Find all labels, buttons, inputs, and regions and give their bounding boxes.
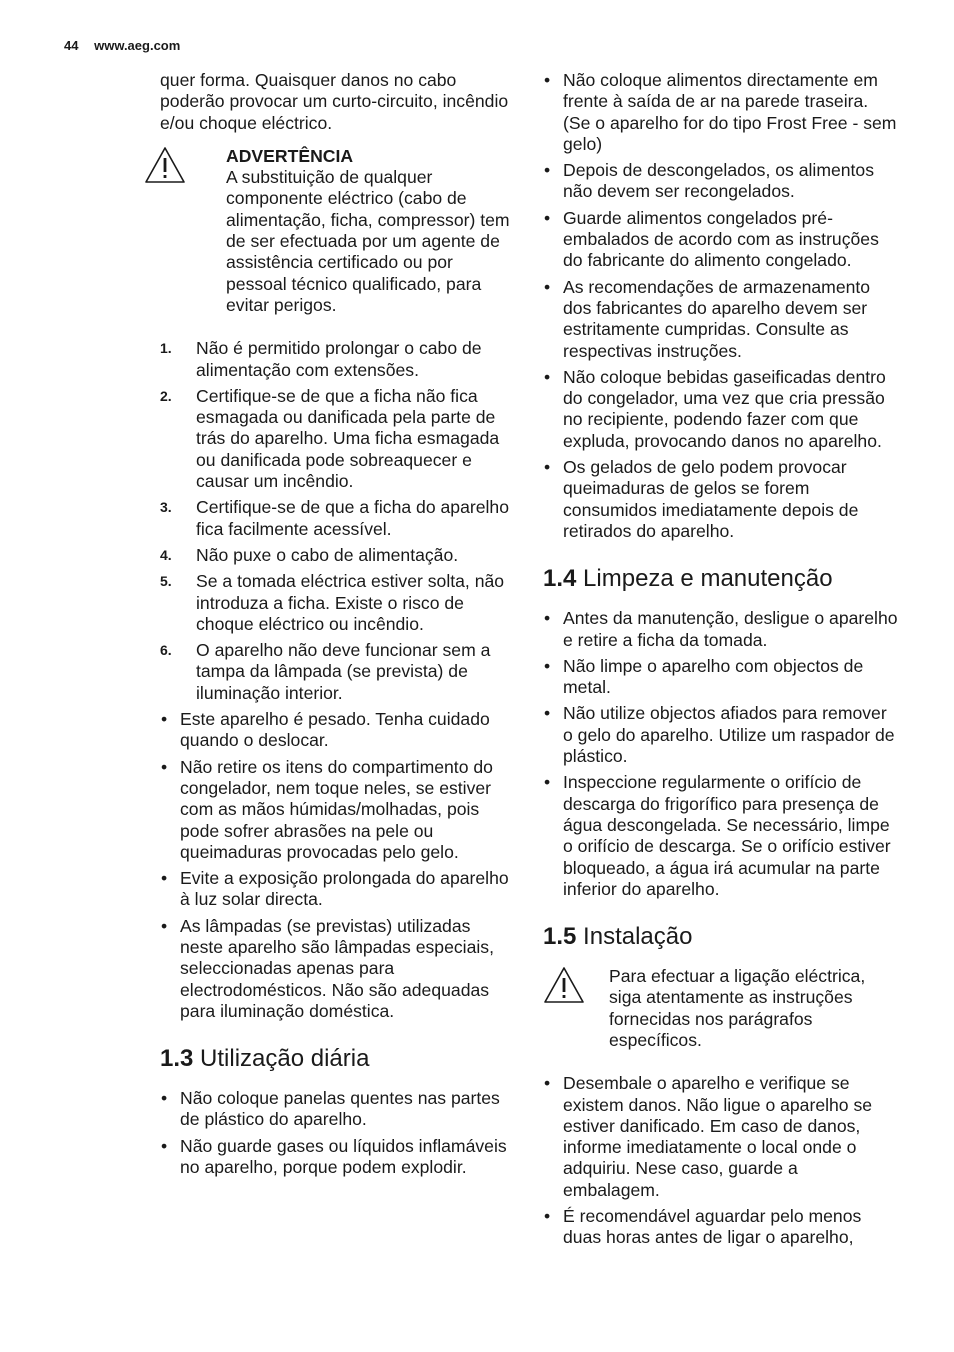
bullet-list — [543, 608, 899, 900]
list-item: • Inspeccione regularmente o orifício de descarga do frigorífico para presença de água descongelada. Se necessário, limpe o orifício de descarga. Se o orifício estiver bloqueado, a água irá acumular na parte inferior do aparelho. — [543, 772, 899, 900]
list-item: • Não guarde gases ou líquidos inflamáveis no aparelho, porque podem explodir. — [160, 1136, 512, 1179]
numbered-list — [160, 338, 512, 704]
list-item: • Não utilize objectos afiados para remover o gelo do aparelho. Utilize um raspador de plástico. — [543, 703, 899, 767]
item-text: Se a tomada eléctrica estiver solta, não introduza a ficha. Existe o risco de choque eléctrico ou incêndio. — [196, 571, 505, 634]
item-number: 6. — [160, 642, 172, 659]
list-item: • Guarde alimentos congelados pré-embalados de acordo com as instruções do fabricante do alimento congelado. — [543, 208, 899, 272]
warning-triangle-icon — [144, 146, 186, 184]
numbered-item — [160, 338, 512, 381]
page-header — [64, 38, 180, 53]
section-number: 1.5 — [543, 923, 577, 951]
bullet-list — [543, 1073, 899, 1248]
section-title: Instalação — [583, 923, 693, 951]
numbered-item — [160, 386, 512, 492]
left-column — [160, 70, 512, 1183]
warning-block — [160, 146, 512, 316]
numbered-item — [160, 497, 512, 540]
item-text: Certifique-se de que a ficha não fica esmagada ou danificada pela parte de trás do aparelho. Uma ficha esmagada ou danificada pode sobreaquecer e causar um incêndio. — [196, 385, 500, 492]
item-number: 5. — [160, 573, 172, 590]
list-item: • Desembale o aparelho e verifique se existem danos. Não ligue o aparelho se estiver danificado. Em caso de danos, informe imediatamente o local onde o adquiriu. Nese caso, guarde a embalagem. — [543, 1073, 899, 1201]
item-number: 2. — [160, 387, 172, 404]
numbered-item — [160, 640, 512, 704]
intro-paragraph: quer forma. Quaisquer danos no cabo poderão provocar um curto-circuito, incêndio e/ou choque eléctrico. — [160, 70, 509, 133]
section-heading-1-3 — [160, 1044, 512, 1074]
right-column — [543, 70, 899, 1254]
item-text: Não puxe o cabo de alimentação. — [196, 544, 459, 565]
item-number: 3. — [160, 499, 172, 516]
list-item: • Não coloque alimentos directamente em frente à saída de ar na parede traseira. (Se o aparelho for do tipo Frost Free - sem gelo) — [543, 70, 899, 155]
list-item: • Evite a exposição prolongada do aparelho à luz solar directa. — [160, 868, 512, 911]
list-item: • Antes da manutenção, desligue o aparelho e retire a ficha da tomada. — [543, 608, 899, 651]
list-item: • É recomendável aguardar pelo menos duas horas antes de ligar o aparelho, — [543, 1206, 899, 1249]
page-number: 44 — [64, 38, 79, 53]
list-item: • Não limpe o aparelho com objectos de metal. — [543, 656, 899, 699]
warning-text: Para efectuar a ligação eléctrica, siga atentamente as instruções fornecidas nos parágrafos específicos. — [609, 966, 866, 1050]
bullet-list — [160, 709, 512, 1022]
warning-block — [543, 966, 899, 1051]
bullet-list — [543, 70, 899, 542]
section-title: Utilização diária — [200, 1045, 370, 1073]
item-text: O aparelho não deve funcionar sem a tampa da lâmpada (se prevista) de iluminação interior. — [196, 640, 491, 703]
section-number: 1.4 — [543, 565, 577, 593]
warning-title: ADVERTÊNCIA — [226, 145, 354, 166]
warning-text: A substituição de qualquer componente eléctrico (cabo de alimentação, ficha, compressor) tem de ser efectuada por um agente de assistência certificado ou por pessoal técnico qualificado, para evitar perigos. — [226, 167, 510, 315]
bullet-list — [160, 1088, 512, 1178]
list-item: • Este aparelho é pesado. Tenha cuidado quando o deslocar. — [160, 709, 512, 752]
header-url: www.aeg.com — [94, 38, 181, 53]
numbered-item — [160, 571, 512, 635]
list-item: • Não retire os itens do compartimento do congelador, nem toque neles, se estiver com as mãos húmidas/molhadas, pois pode sofrer abrasões na pele ou queimaduras provocadas pelo gelo. — [160, 757, 512, 863]
section-number: 1.3 — [160, 1045, 194, 1073]
item-text: Certifique-se de que a ficha do aparelho fica facilmente acessível. — [196, 497, 509, 539]
list-item: • As lâmpadas (se previstas) utilizadas neste aparelho são lâmpadas especiais, seleccionadas apenas para electrodomésticos. Não são adequadas para iluminação doméstica. — [160, 916, 512, 1022]
section-heading-1-4 — [543, 564, 899, 594]
list-item: • Não coloque panelas quentes nas partes de plástico do aparelho. — [160, 1088, 512, 1131]
section-heading-1-5 — [543, 922, 899, 952]
numbered-item — [160, 545, 512, 566]
item-number: 1. — [160, 340, 172, 357]
list-item: • As recomendações de armazenamento dos fabricantes do aparelho devem ser estritamente cumpridas. Consulte as respectivas instruções. — [543, 277, 899, 362]
item-number: 4. — [160, 546, 172, 563]
warning-triangle-icon — [543, 966, 585, 1004]
list-item: • Não coloque bebidas gaseificadas dentro do congelador, uma vez que cria pressão no recipiente, podendo fazer com que expluda, provocando danos no aparelho. — [543, 367, 899, 452]
list-item: • Os gelados de gelo podem provocar queimaduras de gelos se forem consumidos imediatamente depois de retirados do aparelho. — [543, 457, 899, 542]
section-title: Limpeza e manutenção — [583, 565, 833, 593]
item-text: Não é permitido prolongar o cabo de alimentação com extensões. — [196, 338, 482, 380]
list-item: • Depois de descongelados, os alimentos não devem ser recongelados. — [543, 160, 899, 203]
